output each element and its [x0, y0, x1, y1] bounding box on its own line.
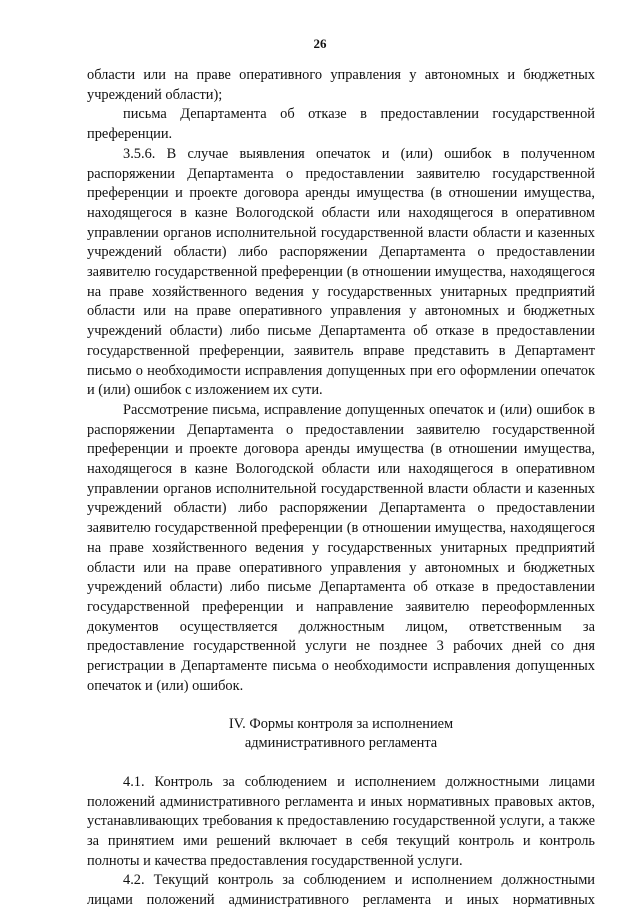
- paragraph-review-letter: Рассмотрение письма, исправление допущенных опечаток и (или) ошибок в распоряжении Департамента о предоставлении заявителю государственной преференции и проекте договора аренды имущества (в отношении имущества, находящегося в казне Вологодской области или находящегося в оперативном управлении органов исполнительной государственной власти области и казенных учреждений области) либо распоряжении Департамента о предоставлении заявителю государственной преференции (в отношении имущества, находящегося на праве хозяйственного ведения у государственных унитарных предприятий области или на праве оперативного управления у автономных и бюджетных учреждений области) либо письме Департамента об отказе в предоставлении государственной преференции и направление заявителю переоформленных документов осуществляется должностным лицом, ответственным за предоставление государственной услуги не позднее 3 рабочих дней со дня регистрации в Департаменте письма о необходимости исправления допущенных опечаток и (или) ошибок.: [87, 401, 595, 694]
- page-number: 26: [313, 36, 327, 51]
- paragraph-4-1: 4.1. Контроль за соблюдением и исполнением должностными лицами положений административного регламента и иных нормативных правовых актов, устанавливающих требования к предоставлению государственной услуги, а также за принятием ими решений включает в себя текущий контроль и контроль полноты и качества предоставления государственной услуги.: [87, 773, 595, 869]
- document-body: [87, 66, 595, 911]
- paragraph-4-2: 4.2. Текущий контроль за соблюдением и исполнением должностными лицами положений административного регламента и иных нормативных: [87, 872, 595, 909]
- section-heading: [87, 715, 595, 754]
- paragraph-continuation: области или на праве оперативного управления у автономных и бюджетных учреждений области);: [87, 67, 595, 103]
- section-heading-line1: IV. Формы контроля за исполнением: [228, 715, 454, 732]
- section-heading-line2: административного регламента: [244, 735, 438, 752]
- paragraph-3-5-6: 3.5.6. В случае выявления опечаток и (или) ошибок в полученном распоряжении Департамента о предоставлении заявителю государственной преференции и проекте договора аренды имущества (в отношении имущества, находящегося в казне Вологодской области или находящегося в оперативном управлении органов исполнительной государственной власти области и казенных учреждений области) либо распоряжении Департамента о предоставлении заявителю государственной преференции (в отношении имущества, находящегося на праве хозяйственного ведения у государственных унитарных предприятий области или на праве оперативного управления у автономных и бюджетных учреждений области) либо письме Департамента об отказе в предоставлении государственной преференции, заявитель вправе представить в Департамент письмо о необходимости исправления допущенных при его оформлении опечаток и (или) ошибок с изложением их сути.: [87, 145, 595, 399]
- paragraph-refusal-letter: письма Департамента об отказе в предоставлении государственной преференции.: [87, 106, 595, 143]
